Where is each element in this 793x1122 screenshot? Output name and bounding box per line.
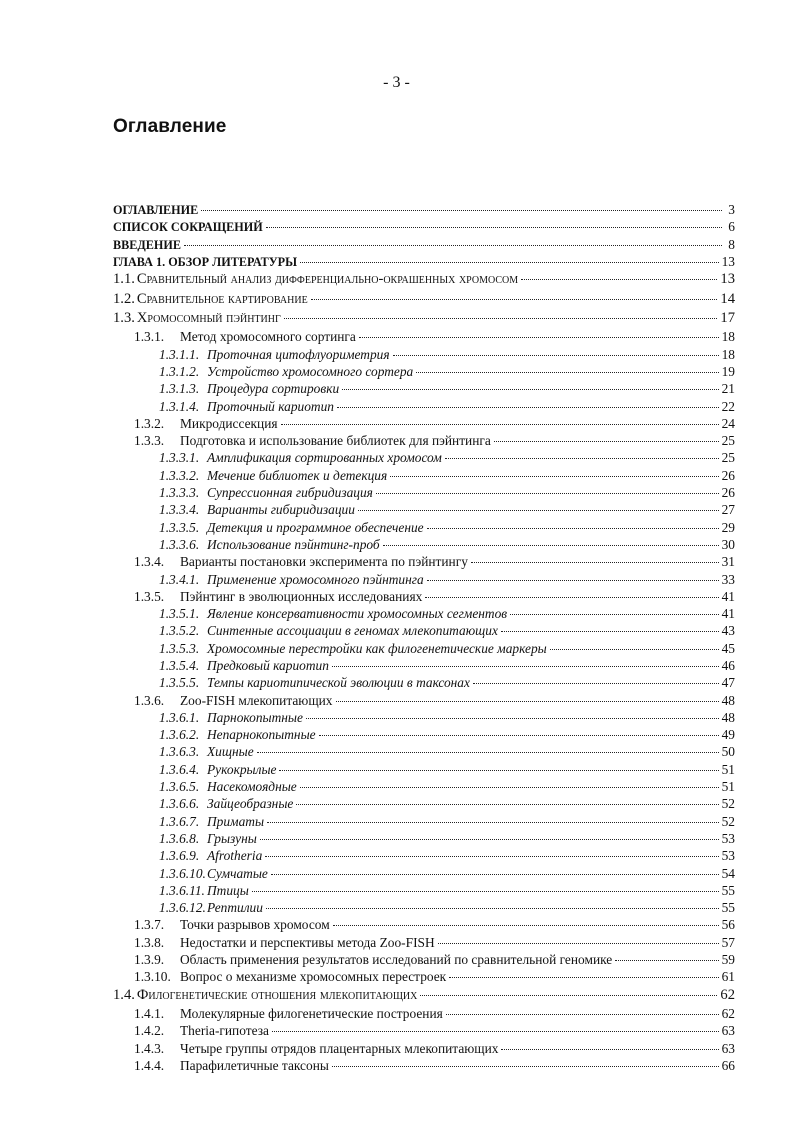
- toc-entry[interactable]: [113, 201, 735, 218]
- dot-leader: [501, 1049, 718, 1050]
- dot-leader: [615, 960, 718, 961]
- toc-entry[interactable]: [113, 1040, 735, 1057]
- toc-entry-number: 1.3.6.1.: [159, 709, 200, 725]
- toc-entry-number: 1.3.3.4.: [159, 502, 200, 518]
- toc-entry-page: 13: [720, 271, 735, 288]
- dot-leader: [416, 372, 718, 373]
- toc-entry-number: 1.3.1.4.: [159, 398, 200, 414]
- toc-entry-title: Парафилетичные таксоны: [180, 1057, 329, 1073]
- dot-leader: [501, 631, 719, 632]
- toc-entry-number: 1.3.2.: [134, 415, 165, 431]
- toc-entry-number: 1.3.5.1.: [159, 606, 200, 622]
- toc-entry[interactable]: [113, 519, 735, 536]
- toc-entry-page: 22: [721, 398, 735, 414]
- toc-entry-page: 21: [721, 381, 735, 397]
- toc-entry-page: 6: [728, 219, 735, 235]
- toc-entry-page: 48: [721, 692, 735, 708]
- toc-entry-title: Сравнительный анализ дифференциально-окрашенных хромосом: [136, 271, 519, 288]
- toc-entry-page: 25: [721, 450, 735, 466]
- toc-entry[interactable]: [113, 415, 735, 432]
- toc-entry-title: Насекомоядные: [207, 779, 297, 795]
- toc-entry-page: 13: [721, 253, 735, 269]
- toc-entry-page: 51: [721, 761, 735, 777]
- toc-entry-page: 57: [721, 934, 735, 950]
- toc-entry[interactable]: [113, 743, 735, 760]
- toc-entry[interactable]: [113, 309, 735, 328]
- toc-entry-title: Зайцеобразные: [207, 796, 294, 812]
- toc-entry-title: Амплификация сортированных хромосом: [207, 450, 442, 466]
- toc-entry-page: 30: [721, 536, 735, 552]
- dot-leader: [425, 597, 718, 598]
- toc-entry[interactable]: [113, 236, 735, 253]
- dot-leader: [383, 545, 719, 546]
- toc-entry-page: 41: [721, 588, 735, 604]
- toc-entry-number: 1.3.1.: [134, 329, 165, 345]
- toc-entry[interactable]: [113, 847, 735, 864]
- toc-entry-page: 53: [721, 830, 735, 846]
- toc-entry[interactable]: [113, 253, 735, 270]
- toc-entry-title: Afrotheria: [207, 848, 263, 864]
- toc-entry-title: СПИСОК СОКРАЩЕНИЙ: [113, 220, 263, 235]
- toc-entry-title: Молекулярные филогенетические построения: [180, 1006, 443, 1022]
- toc-entry-number: 1.3.10.: [134, 969, 171, 985]
- toc-entry-number: 1.3.6.3.: [159, 744, 200, 760]
- dot-leader: [201, 210, 722, 211]
- toc-entry-title: Парнокопытные: [207, 709, 303, 725]
- toc-entry-title: Theria-гипотеза: [180, 1023, 269, 1039]
- toc-entry-title: Четыре группы отрядов плацентарных млекопитающих: [180, 1040, 499, 1056]
- toc-entry-page: 52: [721, 796, 735, 812]
- toc-entry[interactable]: [113, 1022, 735, 1039]
- toc-entry-page: 51: [721, 779, 735, 795]
- toc-entry-title: Птицы: [207, 882, 249, 898]
- toc-entry-page: 59: [721, 952, 735, 968]
- dot-leader: [427, 580, 719, 581]
- toc-entry-title: Подготовка и использование библиотек для пэйнтинга: [180, 433, 491, 449]
- dot-leader: [296, 804, 718, 805]
- toc-entry-page: 63: [721, 1023, 735, 1039]
- toc-entry-title: Грызуны: [207, 830, 257, 846]
- toc-entry-title: Zoo-FISH млекопитающих: [180, 692, 333, 708]
- toc-entry-title: Устройство хромосомного сортера: [207, 363, 414, 379]
- toc-entry[interactable]: [113, 951, 735, 968]
- toc-entry-page: 61: [721, 969, 735, 985]
- dot-leader: [393, 355, 719, 356]
- toc-entry-title: Процедура сортировки: [207, 381, 340, 397]
- toc-entry-page: 47: [721, 675, 735, 691]
- toc-entry[interactable]: [113, 795, 735, 812]
- toc-entry[interactable]: [113, 726, 735, 743]
- toc-entry-number: 1.3.: [113, 309, 135, 326]
- toc-entry[interactable]: [113, 934, 735, 951]
- toc-entry[interactable]: [113, 865, 735, 882]
- dot-leader: [446, 1014, 719, 1015]
- toc-entry-title: Супрессионная гибридизация: [207, 485, 373, 501]
- toc-entry-page: 43: [721, 623, 735, 639]
- toc-entry[interactable]: [113, 605, 735, 622]
- toc-entry[interactable]: [113, 986, 735, 1005]
- toc-entry-title: Использование пэйнтинг-проб: [207, 536, 380, 552]
- toc-entry[interactable]: [113, 709, 735, 726]
- dot-leader: [311, 299, 718, 300]
- toc-entry[interactable]: [113, 484, 735, 501]
- toc-entry-title: Хищные: [207, 744, 254, 760]
- toc-entry[interactable]: [113, 328, 735, 345]
- toc-entry[interactable]: [113, 882, 735, 899]
- dot-leader: [510, 614, 719, 615]
- dot-leader: [342, 389, 718, 390]
- toc-entry-page: 3: [728, 202, 735, 217]
- toc-entry[interactable]: [113, 622, 735, 639]
- toc-entry-page: 26: [721, 485, 735, 501]
- toc-entry-title: Точки разрывов хромосом: [180, 917, 330, 933]
- toc-entry-title: ГЛАВА 1. ОБЗОР ЛИТЕРАТУРЫ: [113, 254, 298, 269]
- toc-entry-title: Сравнительное картирование: [136, 290, 308, 307]
- dot-leader: [279, 770, 718, 771]
- toc-entry-title: Рептилии: [207, 900, 263, 916]
- toc-entry[interactable]: [113, 290, 735, 309]
- toc-entry-number: 1.3.6.8.: [159, 830, 200, 846]
- toc-entry[interactable]: [113, 692, 735, 709]
- toc-entry-number: 1.3.6.6.: [159, 796, 200, 812]
- toc-entry-page: 8: [728, 236, 735, 252]
- toc-entry[interactable]: [113, 674, 735, 691]
- toc-entry[interactable]: [113, 553, 735, 570]
- dot-leader: [376, 493, 719, 494]
- toc-entry-number: 1.3.3.3.: [159, 485, 200, 501]
- dot-leader: [306, 718, 719, 719]
- dot-leader: [267, 822, 719, 823]
- toc-entry[interactable]: [113, 218, 735, 235]
- toc-entry-title: Недостатки и перспективы метода Zoo-FISH: [180, 934, 435, 950]
- toc-entry-page: 18: [721, 346, 735, 362]
- toc-entry[interactable]: [113, 916, 735, 933]
- dot-leader: [333, 925, 719, 926]
- dot-leader: [550, 649, 719, 650]
- toc-entry-title: Микродиссекция: [180, 415, 278, 431]
- toc-entry-title: Варианты постановки эксперимента по пэйнтингу: [180, 554, 468, 570]
- toc-entry[interactable]: [113, 813, 735, 830]
- toc-entry-title: Проточная цитофлуориметрия: [207, 346, 390, 362]
- table-of-contents: [113, 201, 735, 1074]
- toc-entry-number: 1.4.3.: [134, 1040, 165, 1056]
- toc-entry-page: 53: [721, 848, 735, 864]
- toc-entry[interactable]: [113, 536, 735, 553]
- toc-entry-title: Вопрос о механизме хромосомных перестроек: [180, 969, 447, 985]
- dot-leader: [438, 943, 719, 944]
- toc-entry-page: 49: [721, 727, 735, 743]
- toc-entry-number: 1.3.3.6.: [159, 536, 200, 552]
- toc-entry-page: 62: [720, 986, 735, 1003]
- dot-leader: [260, 839, 719, 840]
- toc-entry-number: 1.3.5.2.: [159, 623, 200, 639]
- toc-entry-number: 1.3.4.: [134, 554, 165, 570]
- dot-leader: [358, 510, 719, 511]
- toc-entry-page: 55: [721, 882, 735, 898]
- toc-entry-number: 1.3.6.: [134, 692, 165, 708]
- toc-entry[interactable]: [113, 571, 735, 588]
- toc-entry-number: 1.3.5.4.: [159, 658, 200, 673]
- toc-entry[interactable]: [113, 467, 735, 484]
- toc-entry-number: 1.3.3.2.: [159, 467, 200, 483]
- dot-leader: [521, 279, 717, 280]
- toc-entry[interactable]: [113, 1005, 735, 1022]
- dot-leader: [300, 262, 719, 263]
- toc-entry-number: 1.3.9.: [134, 952, 165, 968]
- toc-entry[interactable]: [113, 761, 735, 778]
- toc-entry-title: Приматы: [207, 813, 265, 829]
- toc-entry-number: 1.3.6.12.: [159, 900, 206, 916]
- toc-entry[interactable]: [113, 899, 735, 916]
- toc-entry-title: Хромосомный пэйнтинг: [136, 309, 281, 326]
- toc-entry-number: 1.3.5.5.: [159, 675, 200, 691]
- toc-entry-page: 31: [721, 554, 735, 570]
- toc-entry-page: 29: [721, 519, 735, 535]
- toc-entry-page: 55: [721, 900, 735, 916]
- toc-entry[interactable]: [113, 449, 735, 466]
- toc-entry-page: 48: [721, 709, 735, 725]
- toc-entry[interactable]: [113, 270, 735, 289]
- dot-leader: [184, 245, 722, 246]
- toc-entry-number: 1.3.4.1.: [159, 571, 200, 587]
- toc-entry-page: 41: [721, 606, 735, 622]
- toc-entry-page: 26: [721, 467, 735, 483]
- toc-entry-number: 1.1.: [113, 271, 135, 288]
- toc-entry[interactable]: [113, 830, 735, 847]
- toc-entry-page: 17: [720, 309, 735, 326]
- page-number: - 3 -: [383, 74, 410, 91]
- dot-leader: [420, 995, 717, 996]
- toc-entry-number: 1.3.1.3.: [159, 381, 200, 397]
- dot-leader: [319, 735, 719, 736]
- dot-leader: [445, 458, 719, 459]
- dot-leader: [284, 318, 718, 319]
- toc-entry-number: 1.4.: [113, 986, 135, 1003]
- toc-entry-title: Рукокрылые: [207, 761, 277, 777]
- toc-entry-number: 1.4.1.: [134, 1006, 165, 1022]
- toc-entry-title: Филогенетические отношения млекопитающих: [136, 986, 418, 1003]
- toc-entry-number: 1.4.2.: [134, 1023, 165, 1039]
- dot-leader: [427, 528, 719, 529]
- toc-entry-number: 1.3.7.: [134, 917, 165, 933]
- toc-entry-number: 1.3.6.7.: [159, 813, 200, 829]
- toc-entry-page: 50: [721, 744, 735, 760]
- toc-entry[interactable]: [113, 380, 735, 397]
- toc-entry-page: 45: [721, 640, 735, 656]
- dot-leader: [471, 562, 719, 563]
- dot-leader: [332, 666, 719, 667]
- toc-entry-page: 18: [721, 329, 735, 345]
- dot-leader: [336, 701, 719, 702]
- toc-entry[interactable]: [113, 588, 735, 605]
- toc-entry-page: 52: [721, 813, 735, 829]
- toc-entry[interactable]: [113, 432, 735, 449]
- toc-entry-number: 1.3.1.2.: [159, 363, 200, 379]
- toc-entry[interactable]: [113, 657, 735, 674]
- toc-entry-title: ВВЕДЕНИЕ: [113, 237, 181, 252]
- toc-entry[interactable]: [113, 346, 735, 363]
- toc-entry-number: 1.3.6.10.: [159, 865, 206, 881]
- toc-entry-number: 1.2.: [113, 290, 135, 307]
- toc-entry-number: 1.3.3.1.: [159, 450, 200, 466]
- dot-leader: [271, 874, 719, 875]
- toc-entry-title: Сумчатые: [207, 865, 268, 881]
- toc-entry-title: Явление консервативности хромосомных сегментов: [207, 606, 508, 622]
- dot-leader: [252, 891, 719, 892]
- dot-leader: [266, 908, 719, 909]
- toc-entry-title: Применение хромосомного пэйнтинга: [207, 571, 424, 587]
- dot-leader: [390, 476, 718, 477]
- dot-leader: [300, 787, 719, 788]
- toc-entry-number: 1.3.5.: [134, 588, 165, 604]
- dot-leader: [265, 856, 718, 857]
- dot-leader: [337, 407, 719, 408]
- toc-entry-page: 56: [721, 917, 735, 933]
- toc-entry-page: 27: [721, 502, 735, 518]
- toc-entry-title: Темпы кариотипической эволюции в таксонах: [207, 675, 470, 691]
- toc-entry-number: 1.3.6.2.: [159, 727, 200, 743]
- dot-leader: [266, 227, 722, 228]
- toc-entry-title: Непарнокопытные: [207, 727, 316, 743]
- toc-entry[interactable]: [113, 968, 735, 985]
- toc-entry-page: 14: [720, 290, 735, 307]
- toc-entry-number: 1.4.4.: [134, 1057, 165, 1073]
- toc-entry[interactable]: [113, 501, 735, 518]
- toc-entry-title: Варианты гибиридизации: [207, 502, 355, 518]
- dot-leader: [272, 1031, 719, 1032]
- toc-entry-title: Проточный кариотип: [207, 398, 334, 414]
- toc-entry-page: 46: [721, 658, 735, 673]
- toc-entry-number: 1.3.8.: [134, 934, 165, 950]
- toc-entry-title: Область применения результатов исследований по сравнительной геномике: [180, 952, 613, 968]
- toc-entry-number: 1.3.3.: [134, 433, 165, 449]
- toc-entry-title: Пэйнтинг в эволюционных исследованиях: [180, 588, 423, 604]
- toc-entry-page: 54: [721, 865, 735, 881]
- toc-entry-number: 1.3.6.5.: [159, 779, 200, 795]
- toc-entry-title: Детекция и программное обеспечение: [207, 519, 424, 535]
- toc-entry-page: 24: [721, 415, 735, 431]
- toc-entry[interactable]: [113, 778, 735, 795]
- dot-leader: [332, 1066, 719, 1067]
- toc-entry-page: 19: [721, 363, 735, 379]
- dot-leader: [473, 683, 719, 684]
- toc-entry-page: 33: [721, 571, 735, 587]
- toc-entry-number: 1.3.6.4.: [159, 761, 200, 777]
- toc-entry[interactable]: [113, 363, 735, 380]
- toc-entry-page: 62: [721, 1006, 735, 1022]
- page-title: Оглавление: [113, 116, 227, 137]
- toc-entry-number: 1.3.5.3.: [159, 640, 200, 656]
- toc-entry-number: 1.3.6.9.: [159, 848, 200, 864]
- toc-entry-title: ОГЛАВЛЕНИЕ: [113, 203, 199, 217]
- dot-leader: [281, 424, 719, 425]
- toc-entry[interactable]: [113, 398, 735, 415]
- toc-entry-title: Метод хромосомного сортинга: [180, 329, 356, 345]
- toc-entry-title: Предковый кариотип: [207, 658, 329, 673]
- dot-leader: [449, 977, 718, 978]
- toc-entry[interactable]: [113, 640, 735, 657]
- dot-leader: [359, 337, 719, 338]
- toc-entry[interactable]: [113, 1057, 735, 1074]
- toc-entry-title: Синтенные ассоциации в геномах млекопитающих: [207, 623, 498, 639]
- dot-leader: [494, 441, 719, 442]
- toc-entry-number: 1.3.3.5.: [159, 519, 200, 535]
- toc-entry-page: 63: [721, 1040, 735, 1056]
- toc-entry-number: 1.3.6.11.: [159, 882, 205, 898]
- dot-leader: [257, 752, 719, 753]
- toc-entry-page: 66: [721, 1057, 735, 1073]
- toc-entry-title: Мечение библиотек и детекция: [207, 467, 388, 483]
- toc-entry-number: 1.3.1.1.: [159, 346, 200, 362]
- toc-entry-page: 25: [721, 433, 735, 449]
- toc-entry-title: Хромосомные перестройки как филогенетические маркеры: [207, 640, 547, 656]
